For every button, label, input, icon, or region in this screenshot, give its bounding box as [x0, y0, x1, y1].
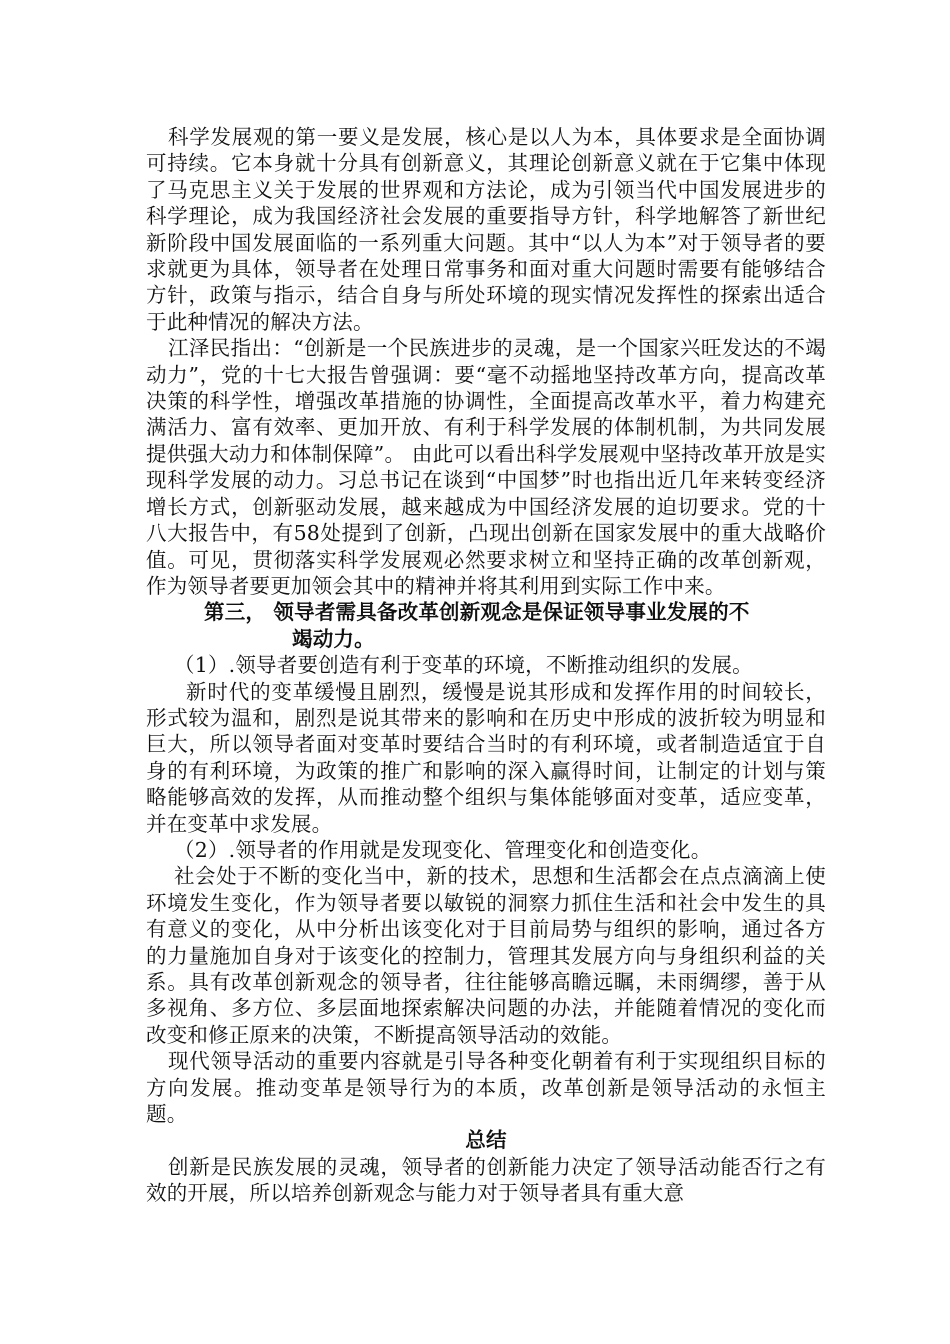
paragraph-scientific-outlook: 科学发展观的第一要义是发展，核心是以人为本，具体要求是全面协调可持续。它本身就十分具有创新意义，其理论创新意义就在于它集中体现了马克思主义关于发展的世界观和方法论，成为引领当代中国发展进步的科学理论，成为我国经济社会发展的重要指导方针，科学地解答了新世纪新阶段中国发展面临的一系列重大问题。其中“以人为本”对于领导者的要求就更为具体，领导者在处理日常事务和面对重大问题时需要有能够结合方针，政策与指示，结合自身与所处环境的现实情况发挥性的探索出适合于此种情况的解决方法。 [146, 125, 826, 334]
paragraph-jiang-zemin-quote: 江泽民指出：“创新是一个民族进步的灵魂，是一个国家兴旺发达的不竭动力”，党的十七大报告曾强调：要“毫不动摇地坚持改革方向，提高改革决策的科学性，增强改革措施的协调性，全面提高改革水平，着力构建充满活力、富有效率、更加开放、有利于科学发展的体制机制，为共同发展提供强大动力和体制保障”。 由此可以看出科学发展观中坚持改革开放是实现科学发展的动力。习总书记在谈到“中国梦”时也指出近几年来转变经济增长方式，创新驱动发展，越来越成为中国经济发展的迫切要求。党的十八大报告中，有58处提到了创新，凸现出创新在国家发展中的重大战略价值。可见，贯彻落实科学发展观必然要求树立和坚持正确的改革创新观，作为领导者要更加领会其中的精神并将其利用到实际工作中来。 [146, 336, 826, 598]
paragraph-modern-leadership: 现代领导活动的重要内容就是引导各种变化朝着有利于实现组织目标的方向发展。推动变革是领导行为的本质，改革创新是领导活动的永恒主题。 [146, 1049, 826, 1127]
subheading-2: （2）.领导者的作用就是发现变化、管理变化和创造变化。 [174, 837, 712, 862]
document-body [146, 124, 826, 1207]
section-heading-line-1: 第三， 领导者需具备改革创新观念是保证领导事业发展的不 [204, 600, 750, 625]
subheading-1: （1）.领导者要创造有利于变革的环境，不断推动组织的发展。 [174, 653, 753, 678]
paragraph-summary: 创新是民族发展的灵魂，领导者的创新能力决定了领导活动能否行之有效的开展，所以培养创新观念与能力对于领导者具有重大意 [146, 1154, 826, 1206]
paragraph-change-environment: 新时代的变革缓慢且剧烈，缓慢是说其形成和发挥作用的时间较长，形式较为温和，剧烈是说其带来的影响和在历史中形成的波折较为明显和巨大，所以领导者面对变革时要结合当时的有利环境，或者制造适宜于自身的有利环境，为政策的推广和影响的深入赢得时间，让制定的计划与策略能够高效的发挥，从而推动整个组织与集体能够面对变革，适应变革，并在变革中求发展。 [146, 679, 826, 836]
section-heading-line-2: 竭动力。 [292, 626, 375, 651]
section-heading-third [146, 599, 826, 652]
summary-title: 总结 [465, 1128, 507, 1153]
paragraph-society-change: 社会处于不断的变化当中，新的技术，思想和生活都会在点点滴滴上使环境发生变化，作为领导者要以敏锐的洞察力抓住生活和社会中发生的具有意义的变化，从中分析出该变化对于目前局势与组织的影响，通过各方的力量施加自身对于该变化的控制力，管理其发展方向与身组织利益的关系。具有改革创新观念的领导者，往往能够高瞻远瞩，未雨绸缪，善于从多视角、多方位、多层面地探索解决问题的办法，并能随着情况的变化而改变和修正原来的决策，不断提高领导活动的效能。 [146, 864, 826, 1047]
